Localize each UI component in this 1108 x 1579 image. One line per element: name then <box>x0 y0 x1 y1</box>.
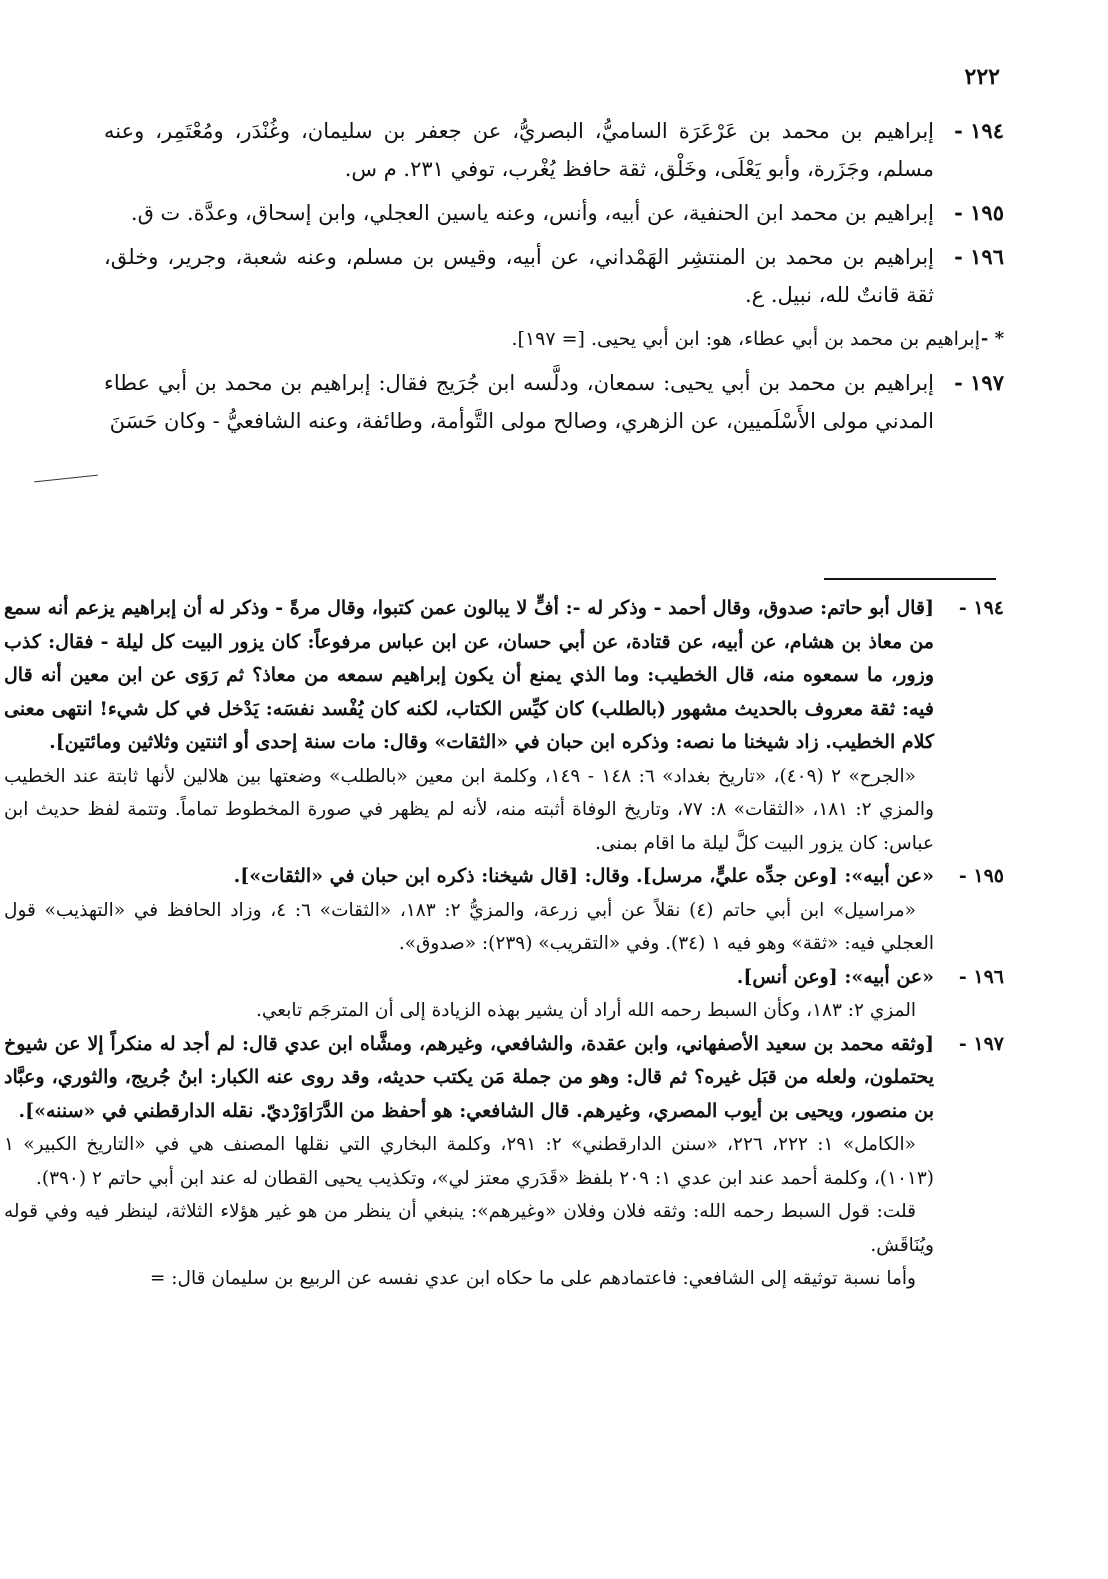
footnote-195 <box>4 860 1004 894</box>
footnote-comment: وأما نسبة توثيقه إلى الشافعي: فاعتمادهم على ما حكاه ابن عدي نفسه عن الربيع بن سليمان قال: = <box>149 1268 916 1289</box>
footnote-number: ١٩٤ - <box>958 597 1004 619</box>
footnote-number: ١٩٥ - <box>958 865 1004 887</box>
entry-number: ١٩٧ - <box>954 370 1004 395</box>
entry-text: إبراهيم بن محمد ابن الحنفية، عن أبيه، وأنس، وعنه ياسين العجلي، وابن إسحاق، وعدَّة. ت ق. <box>130 201 934 225</box>
footnote-citation: «مراسيل» ابن أبي حاتم (٤) نقلاً عن أبي زرعة، والمزيُّ ٢: ١٨٣، «الثقات» ٦: ٤، وزاد الحافظ في «التهذيب» قول العجلي فيه: «ثقة» وهو فيه ١ (٣٤). وفي «التقريب» (٢٣٩): «صدوق». <box>4 899 934 954</box>
footnote-text: [قال أبو حاتم: صدوق، وقال أحمد - وذكر له -: أفٍّ لا يبالون عمن كتبوا، وقال مرةً - وذكر له أن إبراهيم يزعم أنه سمع من معاذ بن هشام، عن أبيه، عن قتادة، عن أبي حسان، عن ابن عباس مرفوعاً: كان يزور البيت كل ليلة - فقال: كذب وزور، ما سمعوه منه، قال الخطيب: وما الذي يمنع أن يكون إبراهيم سمعه من معاذ؟ ثم رَوَى عن ابن معين أنه قال فيه: ثقة معروف بالحديث مشهور (بالطلب) كان كيِّس الكتاب، لكنه كان يُفْسد نفسَه: يَدْخل في كل شيء! انتهى معنى كلام الخطيب. زاد شيخنا ما نصه: وذكره ابن حبان في «الثقات» وقال: مات سنة إحدى أو اثنتين وثلاثين ومائتين]. <box>4 597 934 753</box>
page-number: ٢٢٢ <box>964 64 1000 90</box>
footnote-number: ١٩٦ - <box>958 965 1004 988</box>
main-text <box>104 112 1004 446</box>
footnote-196 <box>4 961 1004 995</box>
entry-text: إبراهيم بن محمد بن أبي يحيى: سمعان، ودلَّسه ابن جُرَيج فقال: إبراهيم بن محمد بن أبي عطاء المدني مولى الأَسْلَميين، عن الزهري، وصالح مولى التَّوأمة، وطائفة، وعنه الشافعيُّ - وكان حَسَنَ <box>104 371 934 433</box>
entry-number: ١٩٤ - <box>954 118 1004 143</box>
footnote-text: «عن أبيه»: [وعن أنس]. <box>736 965 934 988</box>
footnote-citation: «الجرح» ٢ (٤٠٩)، «تاريخ بغداد» ٦: ١٤٨ - ١٤٩، وكلمة ابن معين «بالطلب» وضعتها بين هلالين لأنها ثابتة عند الخطيب والمزي ٢: ١٨١، «الثقات» ٨: ٧٧، وتاريخ الوفاة أثبته منه، لأنه لم يظهر في صورة المخطوط تماماً. وتتمة لفظ حديث ابن عباس: كان يزور البيت كلَّ ليلة ما اقام بمنى. <box>4 765 934 854</box>
footnotes <box>4 592 1004 1296</box>
margin-marker-line <box>34 475 98 483</box>
entry-text: إبراهيم بن محمد بن عَرْعَرَة الساميُّ، البصريُّ، عن جعفر بن سليمان، وغُنْدَر، ومُعْتَمِر، وعنه مسلم، وجَزَرة، وأبو يَعْلَى، وخَلْق، ثقة حافظ يُغْرب، توفي ٢٣١. م س. <box>104 119 934 181</box>
footnote-comment: قلت: قول السبط رحمه الله: وثقه فلان وفلان «وغيرهم»: ينبغي أن ينظر من هو غير هؤلاء الثلاثة، لينظر فيه وفي قوله ويُنَاقَش. <box>4 1201 934 1256</box>
footnote-citation: المزي ٢: ١٨٣، وكأن السبط رحمه الله أراد أن يشير بهذه الزيادة إلى أن المترجَم تابعي. <box>255 1000 916 1021</box>
footnote-197 <box>4 1028 1004 1129</box>
entry-196 <box>104 238 1004 314</box>
footnote-separator <box>824 578 996 580</box>
entry-number: ١٩٥ - <box>954 200 1004 225</box>
footnote-text: [وثقه محمد بن سعيد الأصفهاني، وابن عقدة، والشافعي، وغيرهم، ومشَّاه ابن عدي قال: لم أجد له منكراً إلا عن شيوخ يحتملون، ولعله من قبَل غيره؟ ثم قال: وهو من جملة مَن يكتب حديثه، وقد روى عنه الكبار: ابنُ جُريج، والثوري، وعبَّاد بن منصور، ويحيى بن أيوب المصري، وغيرهم. قال الشافعي: هو أحفظ من الدَّرَاوَرْديّ. نقله الدارقطني في «سننه»]. <box>4 1032 934 1122</box>
footnote-number: ١٩٧ - <box>958 1032 1004 1055</box>
entry-197 <box>104 364 1004 440</box>
footnote-citation: «الكامل» ١: ٢٢٢، ٢٢٦، «سنن الدارقطني» ٢: ٢٩١، وكلمة البخاري التي نقلها المصنف هي في «التاريخ الكبير» ١ (١٠١٣)، وكلمة أحمد عند ابن عدي ١: ٢٠٩ بلفظ «قَدَري معتز لي»، وتكذيب يحيى القطان له عند ابن أبي حاتم ٢ (٣٩٠). <box>4 1134 934 1189</box>
footnote-text: «عن أبيه»: [وعن جدِّه عليٍّ، مرسل]. وقال: [قال شيخنا: ذكره ابن حبان في «الثقات»]. <box>233 865 934 887</box>
entry-cross-reference <box>104 320 1004 358</box>
entry-194 <box>104 112 1004 188</box>
entry-text: إبراهيم بن محمد بن المنتشِر الهَمْداني، عن أبيه، وقيس بن مسلم، وعنه شعبة، وجرير، وخلق، ثقة قانتٌ لله، نبيل. ع. <box>104 245 934 307</box>
entry-number: ١٩٦ - <box>954 244 1004 269</box>
footnote-194 <box>4 592 1004 760</box>
entry-text: إبراهيم بن محمد بن أبي عطاء، هو: ابن أبي يحيى. [= ١٩٧]. <box>511 328 980 350</box>
entry-195 <box>104 194 1004 232</box>
entry-number: * - <box>980 328 1004 349</box>
